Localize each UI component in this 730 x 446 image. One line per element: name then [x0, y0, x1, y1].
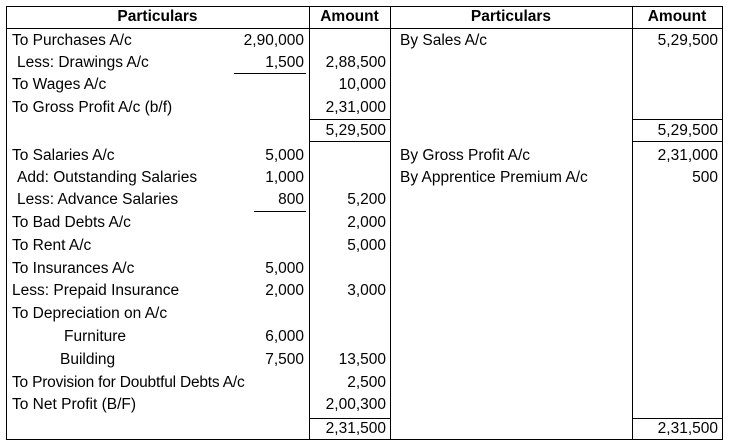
- gross-profit-amount: 2,31,000: [325, 99, 386, 116]
- header-dr-particulars: Particulars: [117, 8, 198, 25]
- trading-total-cr: 5,29,500: [657, 122, 718, 139]
- drawings-sub: 1,500: [265, 54, 304, 71]
- furniture-label: Furniture: [64, 328, 127, 345]
- advance-label: Less: Advance Salaries: [17, 191, 179, 208]
- prepaid-sub: 2,000: [265, 282, 304, 299]
- outstanding-label: Add: Outstanding Salaries: [17, 169, 198, 186]
- pl-gross-profit-amount: 2,31,000: [657, 147, 718, 164]
- bad-debts-amount: 2,000: [347, 214, 386, 231]
- building-sub: 7,500: [265, 351, 304, 368]
- sales-amount: 5,29,500: [657, 32, 718, 49]
- prepaid-label: Less: Prepaid Insurance: [12, 282, 180, 299]
- trading-total-dr: 5,29,500: [325, 122, 386, 139]
- building-amount: 13,500: [338, 351, 386, 368]
- furniture-sub: 6,000: [265, 328, 304, 345]
- building-label: Building: [60, 351, 116, 368]
- header-dr-amount: Amount: [320, 8, 379, 25]
- divider-center: [390, 6, 391, 440]
- rent-label: To Rent A/c: [12, 237, 92, 254]
- pl-total-cr: 2,31,500: [657, 420, 718, 437]
- header-rule: [6, 28, 723, 29]
- header-cr-amount: Amount: [647, 8, 707, 25]
- net-profit-label: To Net Profit (B/F): [12, 396, 137, 413]
- provision-label: To Provision for Doubtful Debts A/c: [12, 374, 245, 391]
- border-right: [722, 6, 723, 440]
- salaries-label: To Salaries A/c: [12, 147, 115, 164]
- wages-label: To Wages A/c: [12, 76, 107, 93]
- pl-gross-profit-label: By Gross Profit A/c: [400, 147, 531, 164]
- apprentice-label: By Apprentice Premium A/c: [400, 169, 588, 186]
- bad-debts-label: To Bad Debts A/c: [12, 214, 131, 231]
- purchases-label: To Purchases A/c: [12, 32, 132, 49]
- net-profit-amount: 2,00,300: [325, 396, 386, 413]
- salaries-sub: 5,000: [265, 147, 304, 164]
- depreciation-label: To Depreciation on A/c: [12, 305, 168, 322]
- border-left: [6, 6, 7, 440]
- prepaid-amount: 3,000: [347, 282, 386, 299]
- insurance-sub: 5,000: [265, 260, 304, 277]
- advance-underline: [254, 211, 306, 212]
- purchases-sub: 2,90,000: [243, 32, 304, 49]
- apprentice-amount: 500: [692, 169, 718, 186]
- wages-amount: 10,000: [338, 76, 386, 93]
- drawings-amount: 2,88,500: [325, 54, 386, 71]
- ledger-table: [6, 6, 723, 440]
- advance-amount: 5,200: [347, 191, 386, 208]
- advance-sub: 800: [278, 191, 304, 208]
- outstanding-sub: 1,000: [265, 169, 304, 186]
- provision-amount: 2,500: [347, 374, 386, 391]
- header-cr-particulars: Particulars: [470, 8, 552, 25]
- divider-cr-amount: [632, 6, 633, 440]
- sales-label: By Sales A/c: [400, 32, 488, 49]
- insurance-label: To Insurances A/c: [12, 260, 135, 277]
- drawings-label: Less: Drawings A/c: [17, 54, 149, 71]
- pl-total-dr: 2,31,500: [325, 420, 386, 437]
- rent-amount: 5,000: [347, 237, 386, 254]
- gross-profit-label: To Gross Profit A/c (b/f): [12, 99, 173, 116]
